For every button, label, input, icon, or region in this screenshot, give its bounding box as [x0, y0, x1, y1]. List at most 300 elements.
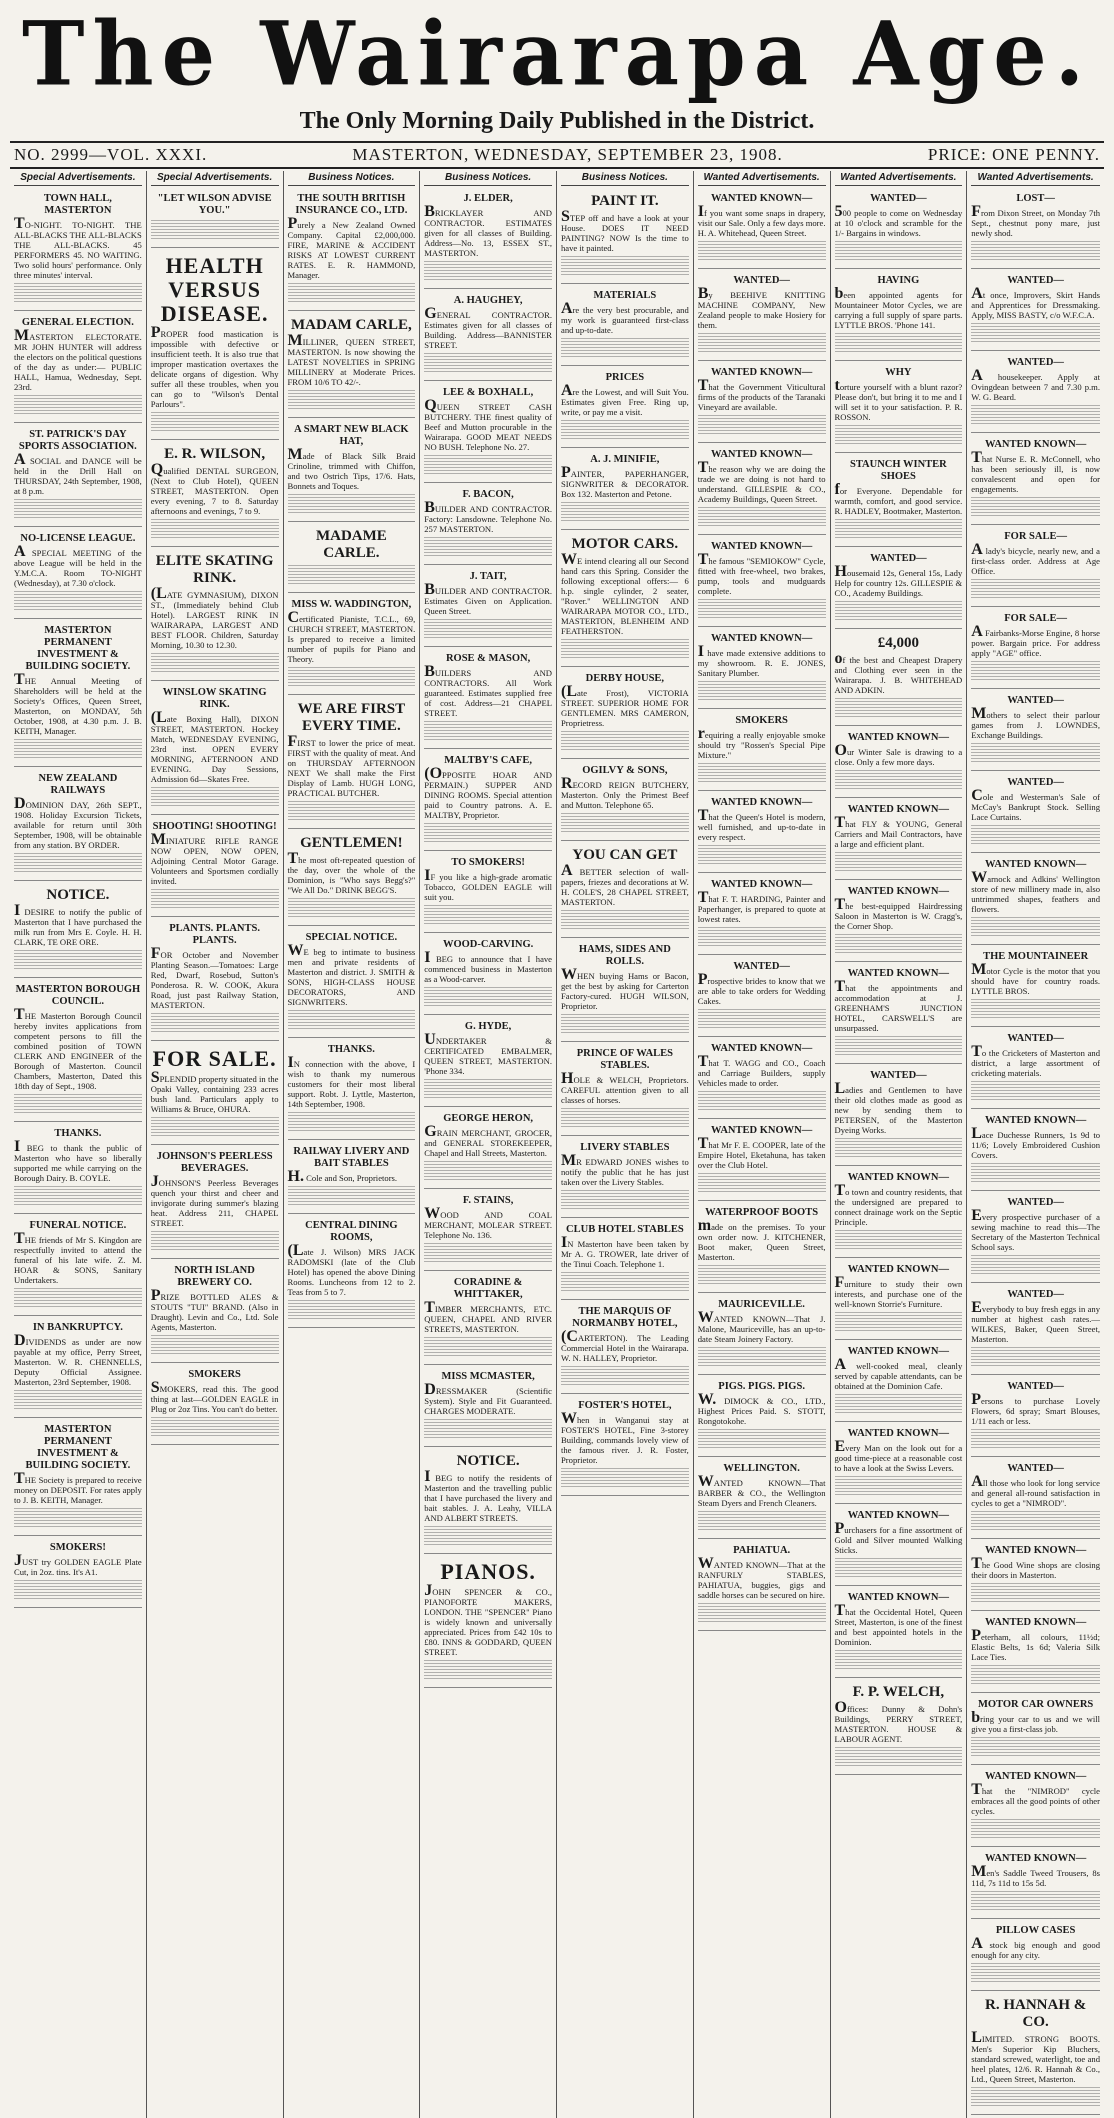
ad-heading: WANTED KNOWN— — [711, 633, 813, 644]
ad-body: That F. T. HARDING, Painter and Paperhanger, is prepared to quote at lowest rates. — [697, 889, 826, 924]
advertisement — [698, 1296, 826, 1375]
text-block — [698, 599, 826, 619]
text-block — [424, 353, 552, 373]
text-block — [835, 1558, 963, 1578]
ad-body: JOHN SPENCER & CO., PIANOFORTE MAKERS, LONDON. THE "SPENCER" Piano is widely known and universally appreciated. Prices from £42 10s to £80. INNS & GODDARD, QUEEN STREET. — [424, 1582, 552, 1657]
ad-heading: ELITE SKATING RINK. — [155, 553, 274, 586]
ad-heading: FOR SALE— — [1004, 613, 1067, 624]
text-block — [971, 825, 1100, 845]
ad-body: I BEG to notify the residents of Masterton and the travelling public that I have purchased the livery and bait stables. J. A. Leahy, VILLA AND ALBERT STREETS. — [424, 1468, 552, 1523]
ad-body: STEP off and have a look at your House. DOES IT NEED PAINTING? NOW Is the time to have it painted. — [561, 208, 689, 253]
ad-body: THE Society is prepared to receive money on DEPOSIT. For rates apply to J. B. KEITH, Manager. — [14, 1470, 142, 1505]
text-block — [288, 801, 416, 821]
masthead — [10, 1, 1104, 169]
ad-heading: YOU CAN GET — [572, 847, 678, 863]
text-block — [14, 395, 142, 415]
ad-heading: WANTED KNOWN— — [985, 1853, 1087, 1864]
text-block — [835, 852, 963, 872]
text-block — [424, 1337, 552, 1357]
ad-body: Are the very best procurable, and my work is guaranteed first-class and up-to-date. — [561, 300, 689, 335]
ad-body: Housemaid 12s, General 15s, Lady Help for country 12s. GILLESPIE & CO., Academy Buildings. — [834, 563, 963, 598]
ad-heading: WANTED KNOWN— — [711, 193, 813, 204]
ad-heading: PAHIATUA. — [733, 1545, 791, 1556]
ad-body: WANTED KNOWN—That J. Malone, Mauriceville, has an up-to-date Steam Joinery Factory. — [697, 1309, 826, 1344]
advertisement — [561, 941, 689, 1042]
ad-heading: WANTED— — [1007, 1381, 1064, 1392]
advertisement — [14, 1421, 142, 1536]
column-3 — [284, 171, 421, 2118]
issue-date: MASTERTON, WEDNESDAY, SEPTEMBER 23, 1908. — [352, 145, 783, 164]
text-block — [835, 1476, 963, 1496]
ad-body: That the Occidental Hotel, Queen Street, Masterton, is one of the finest and best appointed hotels in the Dominion. — [834, 1602, 963, 1647]
ad-body: PAINTER, PAPERHANGER, SIGNWRITER & DECORATOR. Box 132. Masterton and Petone. — [561, 464, 689, 499]
advertisement — [971, 774, 1100, 853]
text-block — [698, 1173, 826, 1193]
ad-heading: HAMS, SIDES AND ROLLS. — [578, 944, 671, 967]
ad-body: WANTED KNOWN—That BARBER & CO., the Wellington Steam Dyers and French Cleaners. — [697, 1473, 826, 1508]
text-block — [971, 2087, 1100, 2107]
ad-body: of the best and Cheapest Drapery and Clothing ever seen in the Wairarapa. J. B. WHITEHEAD AND ADKIN. — [834, 650, 963, 695]
advertisement — [835, 456, 963, 547]
text-block — [151, 412, 279, 432]
ad-heading: £4,000 — [877, 635, 919, 651]
advertisement — [835, 550, 963, 629]
advertisement — [424, 1274, 552, 1365]
advertisement — [561, 1045, 689, 1136]
ad-heading: WATERPROOF BOOTS — [705, 1207, 819, 1218]
ad-heading: WANTED KNOWN— — [985, 1771, 1087, 1782]
text-block — [561, 813, 689, 833]
ad-heading: WELLINGTON. — [723, 1463, 800, 1474]
ad-body: All those who look for long service and general all-round satisfaction in cycles to get a "NIMROD". — [971, 1473, 1100, 1508]
advertisement — [424, 292, 552, 381]
ad-body: The Good Wine shops are closing their doors in Masterton. — [971, 1555, 1100, 1580]
text-block — [561, 1108, 689, 1128]
advertisement — [971, 1696, 1100, 1765]
text-block — [971, 999, 1100, 1019]
advertisement — [14, 622, 142, 767]
text-block — [835, 425, 963, 445]
ad-heading: LOST— — [1016, 193, 1055, 204]
advertisement — [698, 876, 826, 955]
text-block — [698, 507, 826, 527]
ad-heading: MOTOR CAR OWNERS — [977, 1699, 1094, 1710]
text-block — [288, 898, 416, 918]
ad-body: That Nurse E. R. McConnell, who has been seriously ill, is now convalescent and open for engagements. — [971, 449, 1100, 494]
advertisement — [424, 854, 552, 933]
ad-heading: WOOD-CARVING. — [442, 939, 534, 950]
text-block — [151, 889, 279, 909]
advertisement — [698, 1040, 826, 1119]
advertisement — [971, 1614, 1100, 1693]
advertisement — [971, 948, 1100, 1027]
text-block — [151, 1117, 279, 1137]
ad-heading: NOTICE. — [46, 887, 110, 903]
ad-body: THE Masterton Borough Council hereby invites applications from competent persons to fill the combined position of TOWN CLERK AND ENGINEER of the Borough of Masterton. Council Chambers, Masterton, Dated this 18th day of Sept., 1908. — [14, 1006, 142, 1091]
advertisement — [151, 1148, 279, 1259]
text-block — [424, 1660, 552, 1680]
ad-heading: DERBY HOUSE, — [585, 673, 665, 684]
ad-heading: NEW ZEALAND RAILWAYS — [38, 773, 118, 796]
text-block — [561, 502, 689, 522]
text-block — [835, 1312, 963, 1332]
advertisement — [698, 712, 826, 791]
advertisement — [835, 729, 963, 798]
advertisement — [424, 190, 552, 289]
advertisement — [151, 190, 279, 248]
advertisement — [698, 446, 826, 535]
advertisement — [698, 630, 826, 709]
ad-body: Cole and Westerman's Sale of McCay's Bankrupt Stock. Selling Lace Curtains. — [971, 787, 1100, 822]
advertisement — [288, 190, 416, 311]
advertisement — [561, 1221, 689, 1300]
ad-body: WE beg to intimate to business men and private residents of Masterton and district. J. SMITH & SONS, HIGH-CLASS HOUSE DECORATORS, AND SIGNWRITERS. — [287, 942, 416, 1007]
text-block — [698, 1347, 826, 1367]
ad-heading: WANTED KNOWN— — [985, 439, 1087, 450]
ad-body: Purely a New Zealand Owned Company. Capital £2,000,000. FIRE, MARINE & ACCIDENT RISKS AT LOWEST CURRENT RATES. E. R. HAMMOND, Manager. — [287, 215, 416, 280]
issue-number: NO. 2999—VOL. XXXI. — [14, 145, 208, 164]
ad-body: By BEEHIVE KNITTING MACHINE COMPANY, New Zealand people to make Hosiery for them. — [697, 285, 826, 330]
advertisement — [151, 1262, 279, 1363]
ad-body: been appointed agents for Mountaineer Motor Cycles, we are carrying a full supply of spare parts. LYTTLE BROS. 'Phone 141. — [834, 285, 963, 330]
ad-body: That the "NIMROD" cycle embraces all the good points of other cycles. — [971, 1781, 1100, 1816]
text-block — [698, 681, 826, 701]
advertisement — [424, 384, 552, 483]
text-block — [561, 420, 689, 440]
ad-body: I DESIRE to notify the public of Masterton that I have purchased the milk run from Mrs E. Coyle. H. H. CLARK, TE ORE ORE. — [14, 902, 142, 947]
advertisement — [698, 1378, 826, 1457]
ad-body: JOHNSON'S Peerless Beverages quench your thirst and cheer and invigorate during summer's blazing heat. Address 211, CHAPEL STREET. — [150, 1173, 279, 1228]
text-block — [971, 1819, 1100, 1839]
advertisement — [835, 1343, 963, 1422]
text-block — [971, 1665, 1100, 1685]
advertisement — [971, 354, 1100, 433]
ad-body: made on the premises. To your own order now. J. KITCHENER, Boot maker, Queen Street, Masterton. — [697, 1217, 826, 1262]
ad-heading: WANTED KNOWN— — [711, 797, 813, 808]
text-block — [971, 743, 1100, 763]
advertisement — [835, 272, 963, 361]
ad-heading: THE MARQUIS OF NORMANBY HOTEL, — [572, 1306, 678, 1329]
ad-body: Every prospective purchaser of a sewing machine to read this—The Secretary of the Masterton Technical School says. — [971, 1207, 1100, 1252]
ad-heading: PIGS. PIGS. PIGS. — [718, 1381, 805, 1392]
ad-body: Purchasers for a fine assortment of Gold and Silver mounted Walking Sticks. — [834, 1520, 963, 1555]
ad-body: QUEEN STREET CASH BUTCHERY. THE finest quality of Beef and Mutton procurable in the Wairarapa. GOOD MEAT NEEDS NO BUSH. Telephone No. 27. — [424, 397, 552, 452]
ad-heading: ST. PATRICK'S DAY SPORTS ASSOCIATION. — [18, 429, 137, 452]
advertisement — [835, 965, 963, 1064]
ad-heading: THE MOUNTAINEER — [983, 951, 1089, 962]
ad-body: requiring a really enjoyable smoke should try "Rossen's Special Pipe Mixture." — [697, 725, 826, 760]
ad-heading: OGILVY & SONS, — [582, 765, 668, 776]
advertisement — [971, 692, 1100, 771]
advertisement — [835, 801, 963, 880]
text-block — [561, 910, 689, 930]
text-block — [698, 1603, 826, 1623]
advertisement — [151, 1366, 279, 1445]
ad-heading: WANTED— — [1007, 1033, 1064, 1044]
column-4 — [420, 171, 557, 2118]
ad-body: 500 people to come on Wednesday at 10 o'clock and scramble for the 1/- Bargains in windows. — [834, 203, 963, 238]
advertisement — [561, 844, 689, 938]
text-block — [971, 241, 1100, 261]
ad-body: Are the Lowest, and will Suit You. Estimates given Free. Ring up, write, or pay me a visit. — [561, 382, 689, 417]
ad-body: TIMBER MERCHANTS, ETC. QUEEN, CHAPEL AND RIVER STREETS, MASTERTON. — [424, 1299, 552, 1334]
ad-heading: WANTED KNOWN— — [985, 1545, 1087, 1556]
ad-body: Furniture to study their own interests, and purchase one of the well-known Storrie's Furniture. — [834, 1274, 963, 1309]
ad-body: Warnock and Adkins' Wellington store of new millinery made in, also untrimmed shapes, feathers and flowers. — [971, 869, 1100, 914]
ad-body: DIVIDENDS as under are now payable at my office, Perry Street, Masterton. W. R. CHENNELLS, Deputy Official Assignee. Masterton, 23rd September, 1908. — [14, 1332, 142, 1387]
ad-heading: WANTED— — [1007, 357, 1064, 368]
text-block — [288, 565, 416, 585]
ad-body: for Everyone. Dependable for warmth, comfort, and good service. R. HADLEY, Bootmaker, Masterton. — [834, 481, 963, 516]
text-block — [424, 905, 552, 925]
advertisement — [971, 1378, 1100, 1457]
ad-heading: WANTED KNOWN— — [847, 968, 949, 979]
advertisement — [14, 884, 142, 978]
advertisement — [971, 1850, 1100, 1919]
text-block — [288, 494, 416, 514]
ad-heading: LEE & BOXHALL, — [443, 387, 534, 398]
ad-body: That the Government Viticultural firms of the products of the Taranaki Vineyard are available. — [697, 377, 826, 412]
ad-body: BUILDER AND CONTRACTOR. Factory: Lansdowne. Telephone No. 257 MASTERTON. — [424, 499, 552, 534]
ad-heading: WANTED— — [1007, 1197, 1064, 1208]
ad-heading: WANTED KNOWN— — [985, 1115, 1087, 1126]
text-block — [561, 1014, 689, 1034]
dateline — [10, 141, 1104, 169]
text-block — [971, 405, 1100, 425]
advertisement — [288, 929, 416, 1038]
advertisement — [698, 1542, 826, 1631]
ad-heading: SMOKERS — [188, 1369, 241, 1380]
text-block — [561, 731, 689, 751]
ad-heading: J. TAIT, — [469, 571, 507, 582]
advertisement — [835, 1067, 963, 1166]
ad-body: SMOKERS, read this. The good thing at last—GOLDEN EAGLE in Plug or 2oz Tins. You can't do better. — [150, 1379, 279, 1414]
advertisement — [14, 770, 142, 881]
ad-heading: MISS W. WADDINGTON, — [291, 599, 412, 610]
ad-body: SPLENDID property situated in the Opaki Valley, containing 233 acres bush land. Particulars apply to Williams & Bruce, OHURA. — [150, 1069, 279, 1114]
ad-heading: WANTED— — [870, 1070, 927, 1081]
column-2 — [147, 171, 284, 2118]
column-header: Wanted Advertisements. — [698, 171, 826, 186]
text-block — [698, 763, 826, 783]
text-block — [698, 927, 826, 947]
ad-heading: PLANTS. PLANTS. PLANTS. — [169, 923, 260, 946]
ad-heading: WANTED— — [1007, 275, 1064, 286]
advertisement — [561, 1303, 689, 1394]
ad-heading: MOTOR CARS. — [571, 536, 679, 552]
ad-heading: WANTED— — [1007, 777, 1064, 788]
advertisement — [424, 1450, 552, 1554]
column-7 — [831, 171, 968, 2118]
ad-body: Qualified DENTAL SURGEON, (Next to Club Hotel), QUEEN STREET, MASTERTON. Open every evening, 7 to 8. Saturday afternoons and evenings, 7 to 9. — [150, 461, 279, 516]
advertisement — [424, 1018, 552, 1107]
ad-heading: MASTERTON PERMANENT INVESTMENT & BUILDING SOCIETY. — [25, 625, 131, 672]
advertisement — [971, 272, 1100, 351]
ad-body: FOR October and November Planting Season.—Tomatoes: Large Red, Dwarf, Rosebud, Sutton's Ponderosa. R. W. COOK, Akura Road, just past Railway Station, MASTERTON. — [150, 945, 279, 1010]
ad-body: Prospective brides to know that we are able to take orders for Wedding Cakes. — [697, 971, 826, 1006]
ad-heading: F. STAINS, — [462, 1195, 514, 1206]
advertisement — [698, 1460, 826, 1539]
ad-body: (Late J. Wilson) MRS JACK RADOMSKI (late of the Club Hotel) has opened the above Dining Rooms. Luncheons from 12 to 2. Teas from 5 to 7. — [287, 1242, 416, 1297]
column-1 — [10, 171, 147, 2118]
text-block — [424, 619, 552, 639]
text-block — [971, 1511, 1100, 1531]
text-block — [14, 950, 142, 970]
ad-heading: G. HYDE, — [464, 1021, 512, 1032]
ad-heading: MASTERTON BOROUGH COUNCIL. — [15, 984, 141, 1007]
ad-heading: PAINT IT. — [591, 193, 659, 209]
advertisement — [561, 369, 689, 448]
ad-body: A SOCIAL and DANCE will be held in the Drill Hall on THURSDAY, 24th September, 1908, at 8 p.m. — [14, 451, 142, 496]
text-block — [288, 1300, 416, 1320]
text-block — [835, 770, 963, 790]
text-block — [14, 1186, 142, 1206]
ad-body: To the Cricketers of Masterton and district, a large assortment of cricketing materials. — [971, 1043, 1100, 1078]
text-block — [835, 1650, 963, 1670]
ad-heading: "LET WILSON ADVISE YOU." — [157, 193, 272, 216]
ad-heading: HAVING — [877, 275, 920, 286]
ad-body: A housekeeper. Apply at Ovingdean between 7 and 7.30 p.m. W. G. Beard. — [971, 367, 1100, 402]
text-block — [698, 415, 826, 435]
text-block — [561, 338, 689, 358]
advertisement — [14, 190, 142, 311]
ad-heading: SMOKERS! — [49, 1542, 106, 1553]
ad-heading: FOSTER'S HOTEL, — [578, 1400, 672, 1411]
text-block — [424, 537, 552, 557]
text-block — [424, 1079, 552, 1099]
advertisement — [424, 568, 552, 647]
text-block — [151, 1013, 279, 1033]
ad-body: The reason why we are doing the trade we are doing is not hard to understand. GILLESPIE & CO., Academy Buildings, Queen Street. — [697, 459, 826, 504]
ad-heading: LIVERY STABLES — [580, 1142, 670, 1153]
ad-body: Everybody to buy fresh eggs in any number at highest cash rates.—WILKES, Baker, Queen Street, Masterton. — [971, 1299, 1100, 1344]
issue-price: PRICE: ONE PENNY. — [927, 145, 1100, 164]
advertisement — [561, 287, 689, 366]
ad-heading: PILLOW CASES — [995, 1925, 1076, 1936]
text-block — [561, 256, 689, 276]
ad-body: MILLINER, QUEEN STREET, MASTERTON. Is now showing the LATEST NOVELTIES in SPRING MILLINERY at Moderate Prices. FROM 10/6 TO 42/-. — [287, 332, 416, 387]
column-header: Business Notices. — [288, 171, 416, 186]
text-block — [14, 1288, 142, 1308]
ad-heading: MISS MCMASTER, — [441, 1371, 535, 1382]
ad-body: bring your car to us and we will give you a first-class job. — [971, 1709, 1100, 1734]
ad-body: I BEG to announce that I have commenced business in Masterton as a Wood-carver. — [424, 949, 552, 984]
ad-body: PRIZE BOTTLED ALES & STOUTS "TUI" BRAND. (Also in Draught). Levin and Co., Ltd. Sole Agents, Masterton. — [150, 1287, 279, 1332]
ad-heading: TO SMOKERS! — [451, 857, 525, 868]
ad-body: Ladies and Gentlemen to have their old clothes made as good as new by sending them to PETERSEN, of the Masterton Dyeing Works. — [834, 1080, 963, 1135]
ad-heading: A. HAUGHEY, — [453, 295, 523, 306]
ad-body: DRESSMAKER (Scientific System). Style and Fit Guaranteed. CHARGES MODERATE. — [424, 1381, 552, 1416]
text-block — [835, 698, 963, 718]
text-block — [835, 519, 963, 539]
ad-body: THE friends of Mr S. Kingdon are respectfully invited to attend the funeral of his late wife. Z. M. HOAR & SONS, Sanitary Undertakers. — [14, 1230, 142, 1285]
text-block — [835, 601, 963, 621]
text-block — [561, 639, 689, 659]
text-block — [971, 661, 1100, 681]
ad-body: W. DIMOCK & CO., LTD., Highest Prices Paid. S. STOTT, Rongotokohe. — [697, 1391, 826, 1426]
ad-heading: PRINCE OF WALES STABLES. — [576, 1048, 674, 1071]
text-block — [561, 1272, 689, 1292]
ad-body: That Mr F. E. COOPER, late of the Empire Hotel, Eketahuna, has taken over the Club Hotel. — [697, 1135, 826, 1170]
ad-heading: WANTED— — [733, 961, 790, 972]
text-block — [971, 1429, 1100, 1449]
text-block — [151, 1231, 279, 1251]
ad-body: From Dixon Street, on Monday 7th Sept., chestnut pony mare, just newly shod. — [971, 203, 1100, 238]
ad-body: The most oft-repeated question of the day, over the whole of the Dominion, is "Who says Begg's?" "We All Do." DRINK BEGG'S. — [287, 850, 416, 895]
ad-heading: WANTED KNOWN— — [847, 1346, 949, 1357]
advertisement — [971, 190, 1100, 269]
ad-heading: NO-LICENSE LEAGUE. — [20, 533, 136, 544]
text-block — [288, 390, 416, 410]
advertisement — [835, 1261, 963, 1340]
ad-heading: WANTED KNOWN— — [847, 1510, 949, 1521]
ad-heading: WANTED KNOWN— — [847, 732, 949, 743]
column-header: Business Notices. — [561, 171, 689, 186]
ad-body: WHEN buying Hams or Bacon, get the best by asking for Carterton Factory-cured. HUGH WILSON, Proprietor. — [561, 966, 689, 1011]
newspaper-title: The Wairarapa Age. — [21, 1, 1092, 106]
ad-body: Motor Cycle is the motor that you should have for country roads. LYTTLE BROS. — [971, 961, 1100, 996]
ad-heading: SMOKERS — [735, 715, 788, 726]
column-header: Wanted Advertisements. — [835, 171, 963, 186]
ad-heading: NOTICE. — [456, 1453, 520, 1469]
advertisement-columns — [10, 171, 1104, 2084]
ad-heading: WANTED KNOWN— — [847, 804, 949, 815]
text-block — [698, 241, 826, 261]
ad-body: Peterham, all colours, 11½d; Elastic Belts, 1s 6d; Valeria Silk Lace Ties. — [971, 1627, 1100, 1662]
text-block — [424, 721, 552, 741]
ad-body: (CARTERTON). The Leading Commercial Hotel in the Wairarapa. W. N. HALLEY, Proprietor. — [561, 1328, 689, 1363]
ad-heading: WINSLOW SKATING RINK. — [162, 687, 267, 710]
ad-heading: WANTED KNOWN— — [711, 1043, 813, 1054]
ad-body: WE intend clearing all our Second hand cars this Spring. Consider the following exceptional offers:— 6 h.p. single cylinder, 2 seater, "Rover." WELLINGTON AND WAIRARAPA MOTOR CO., LTD., MASTERTON, BLENHEIM AND FEATHERSTON. — [561, 551, 689, 636]
ad-body: JUST try GOLDEN EAGLE Plate Cut, in 2oz. tins. It's A1. — [14, 1552, 142, 1577]
ad-heading: SHOOTING! SHOOTING! — [152, 821, 277, 832]
ad-body: DOMINION DAY, 26th SEPT., 1908. Holiday Excursion Tickets, available for return until 30th September, 1908, will be obtainable from any station. BY ORDER. — [14, 795, 142, 850]
ad-body: Persons to purchase Lovely Flowers, 6d spray; Smart Blouses, 1/11 each or less. — [971, 1391, 1100, 1426]
text-block — [424, 1243, 552, 1263]
advertisement — [698, 1122, 826, 1201]
advertisement — [835, 1681, 963, 1775]
ad-body: IF you like a high-grade aromatic Tobacco, GOLDEN EAGLE will suit you. — [424, 867, 552, 902]
ad-heading: WANTED KNOWN— — [847, 1592, 949, 1603]
text-block — [14, 591, 142, 611]
ad-body: torture yourself with a blunt razor? Please don't, but bring it to me and I will set it to your satisfaction. P. R. ROSSON. — [834, 377, 963, 422]
advertisement — [971, 1112, 1100, 1191]
ad-heading: WE ARE FIRST EVERY TIME. — [297, 701, 406, 734]
ad-heading: WANTED KNOWN— — [847, 1264, 949, 1275]
text-block — [424, 1161, 552, 1181]
advertisement — [698, 794, 826, 873]
ad-heading: WANTED— — [870, 553, 927, 564]
ad-heading: WANTED KNOWN— — [711, 367, 813, 378]
text-block — [151, 519, 279, 539]
text-block — [288, 667, 416, 687]
advertisement — [288, 525, 416, 593]
ad-body: A Fairbanks-Morse Engine, 8 horse power. Bargain price. For address apply "AGE" office. — [971, 623, 1100, 658]
text-block — [151, 653, 279, 673]
ad-body: Offices: Dunny & Dohn's Buildings, PERRY STREET, MASTERTON. HOUSE & LABOUR AGENT. — [834, 1699, 963, 1744]
ad-heading: CLUB HOTEL STABLES — [566, 1224, 684, 1235]
ad-heading: FOR SALE— — [1004, 531, 1067, 542]
ad-heading: WANTED KNOWN— — [985, 859, 1087, 870]
text-block — [698, 1429, 826, 1449]
ad-heading: RAILWAY LIVERY AND BAIT STABLES — [293, 1146, 410, 1169]
text-block — [14, 1580, 142, 1600]
ad-heading: THE SOUTH BRITISH INSURANCE CO., LTD. — [295, 193, 408, 216]
advertisement — [698, 272, 826, 361]
column-8 — [967, 171, 1104, 2118]
text-block — [561, 1190, 689, 1210]
